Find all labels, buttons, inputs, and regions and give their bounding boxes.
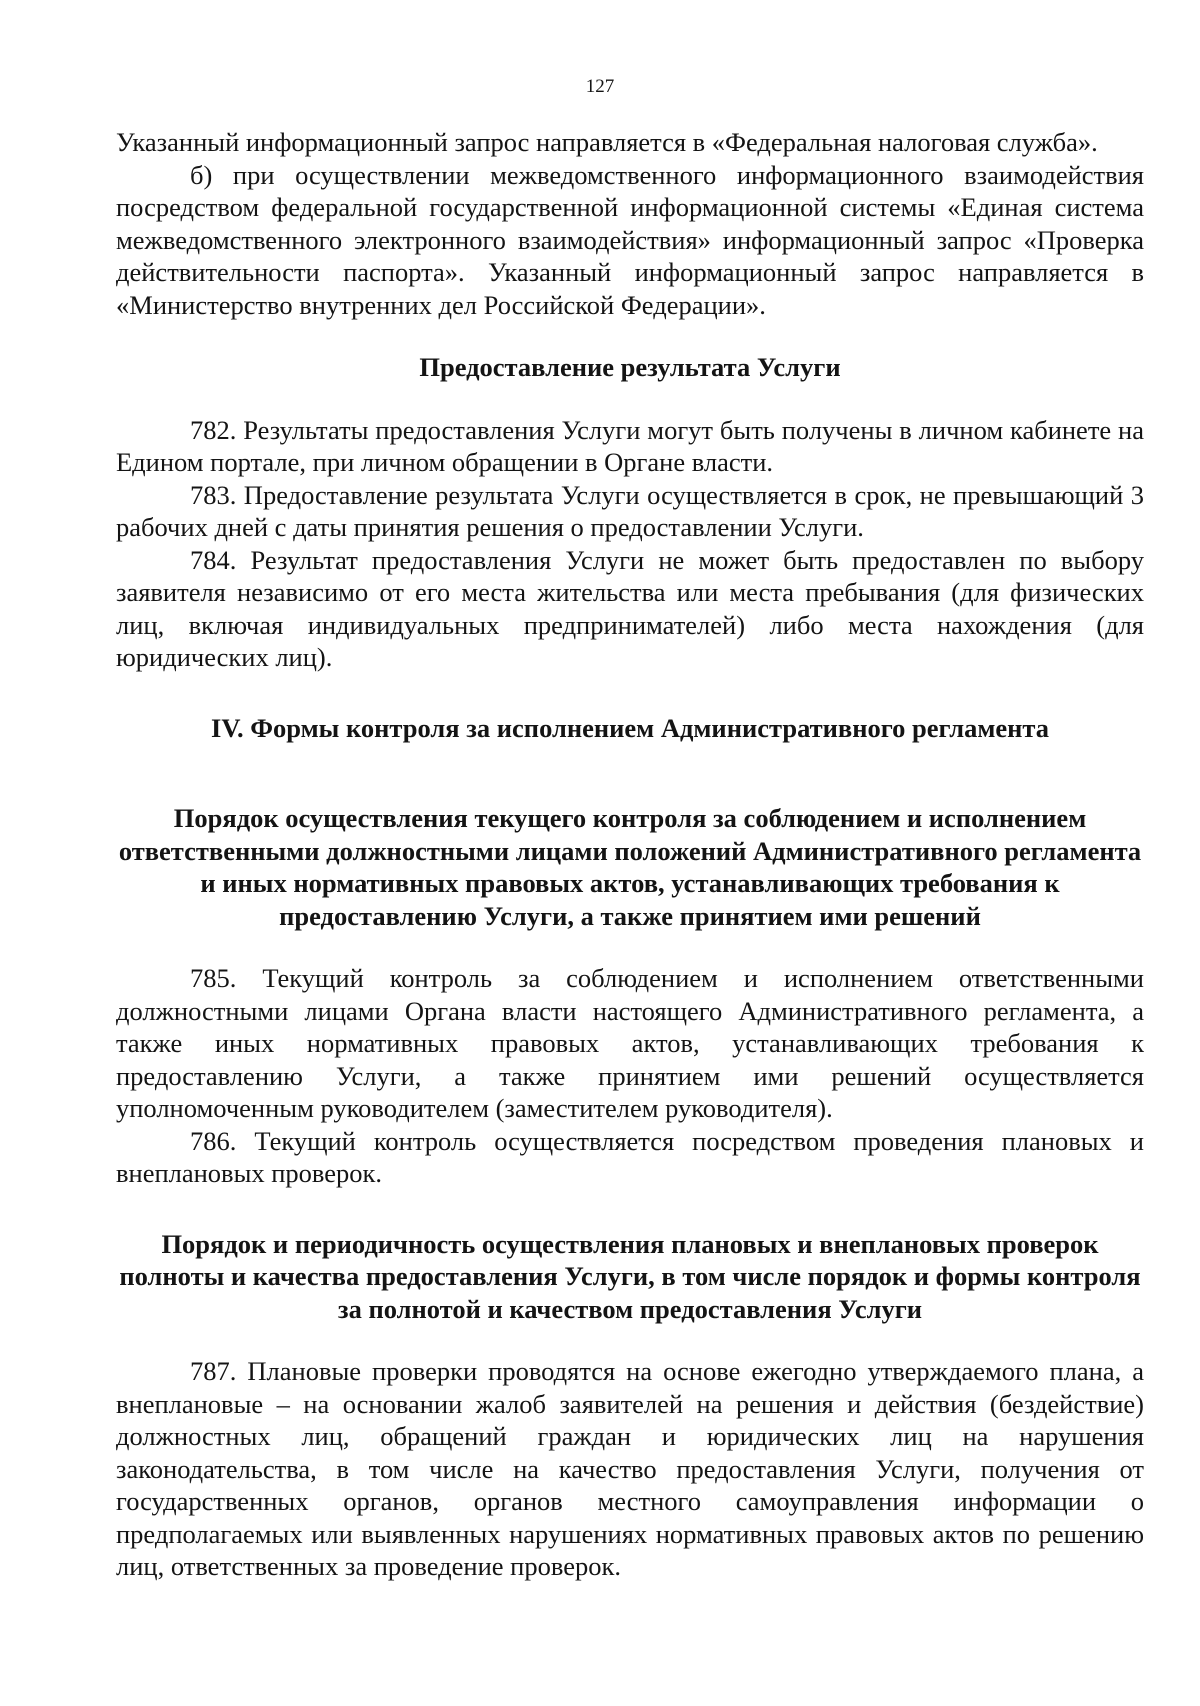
document-body [116,126,1144,1583]
heading-current-control: Порядок осуществления текущего контроля за соблюдением и исполнением ответственными должностными лицами положений Административного регламента и иных нормативных правовых актов, устанавливающих требования к предоставлению Услуги, а также принятием ими решений [118,803,1142,931]
page-number: 127 [585,76,615,97]
paragraph-785: 785. Текущий контроль за соблюдением и исполнением ответственными должностными лицами Органа власти настоящего Административного регламента, а также иных нормативных правовых актов, устанавливающих требования к предоставлению Услуги, а также принятием ими решений осуществляется уполномоченным руководителем (заместителем руководителя). [116,963,1144,1123]
paragraph-787: 787. Плановые проверки проводятся на основе ежегодно утверждаемого плана, а внеплановые – на основании жалоб заявителей на решения и действия (бездействие) должностных лиц, обращений граждан и юридических лиц на нарушения законодательства, в том числе на качество предоставления Услуги, получения от государственных органов, органов местного самоуправления информации о предполагаемых или выявленных нарушениях нормативных правовых актов по решению лиц, ответственных за проведение проверок. [116,1356,1144,1581]
paragraph-782: 782. Результаты предоставления Услуги могут быть получены в личном кабинете на Едином портале, при личном обращении в Органе власти. [116,414,1144,477]
paragraph-intro: Указанный информационный запрос направляется в «Федеральная налоговая служба». [116,127,1098,157]
paragraph-b: б) при осуществлении межведомственного информационного взаимодействия посредством федеральной государственной информационной системы «Единая система межведомственного электронного взаимодействия» информационный запрос «Проверка действительности паспорта». Указанный информационный запрос направляется в «Министерство внутренних дел Российской Федерации». [116,159,1144,320]
paragraph-786: 786. Текущий контроль осуществляется посредством проведения плановых и внеплановых проверок. [116,1125,1144,1188]
heading-section-iv: IV. Формы контроля за исполнением Административного регламента [211,712,1049,743]
paragraph-783: 783. Предоставление результата Услуги осуществляется в срок, не превышающий 3 рабочих дней с даты принятия решения о предоставлении Услуги. [116,479,1144,542]
paragraph-784: 784. Результат предоставления Услуги не может быть предоставлен по выбору заявителя независимо от его места жительства или места пребывания (для физических лиц, включая индивидуальных предпринимателей) либо места нахождения (для юридических лиц). [116,544,1144,672]
heading-result: Предоставление результата Услуги [419,352,841,382]
heading-inspections: Порядок и периодичность осуществления плановых и внеплановых проверок полноты и качества предоставления Услуги, в том числе порядок и формы контроля за полнотой и качеством предоставления Услуги [119,1228,1141,1324]
